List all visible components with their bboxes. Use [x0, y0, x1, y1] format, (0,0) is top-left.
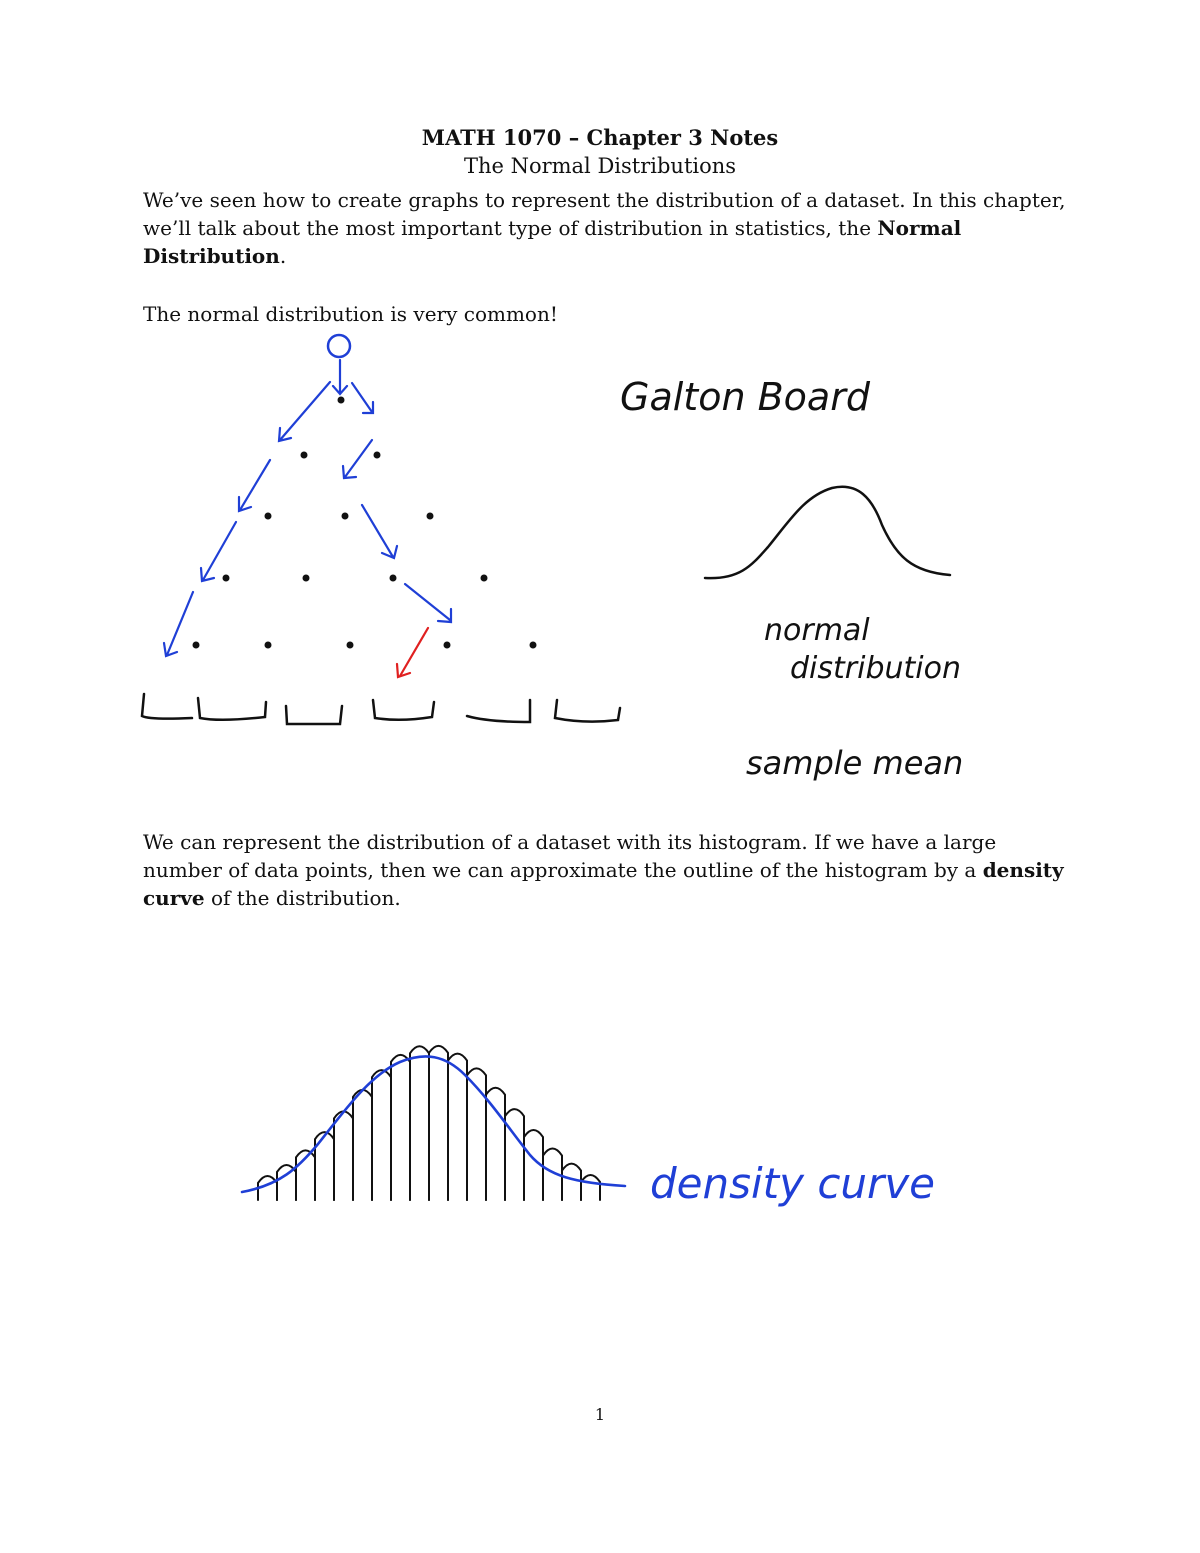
- intro-text: We’ve seen how to create graphs to represent the distribution of a dataset. In this chapter, we’ll talk about the most important type of distribution in statistics, the: [143, 188, 1066, 240]
- histogram-bar: [353, 1090, 372, 1200]
- density-curve: [242, 1056, 625, 1192]
- intro-period: .: [279, 244, 287, 268]
- histogram-bars: [258, 1046, 600, 1200]
- normal-distribution-term: Normal Distribution: [143, 216, 962, 268]
- histogram-text: We can represent the distribution of a dataset with its histogram. If we have a large number of data points, then we can approximate the outline of the histogram by a: [143, 830, 997, 882]
- sample-mean-label: sample mean: [746, 744, 964, 782]
- histogram-text-end: of the distribution.: [204, 886, 401, 910]
- histogram-bar: [372, 1070, 391, 1200]
- normal-label: normal: [764, 613, 870, 648]
- histogram-bar: [429, 1046, 448, 1200]
- distribution-label: distribution: [790, 651, 961, 686]
- document-subtitle: The Normal Distributions: [463, 154, 737, 178]
- histogram-bar: [410, 1046, 429, 1200]
- histogram-bar: [334, 1111, 353, 1200]
- page-number: 1: [594, 1405, 606, 1424]
- histogram-bar: [562, 1164, 581, 1200]
- document-title: MATH 1070 – Chapter 3 Notes: [421, 125, 779, 150]
- density-curve-term: density curve: [143, 858, 1064, 910]
- histogram-bar: [391, 1055, 410, 1200]
- galton-board-label: Galton Board: [620, 375, 870, 419]
- histogram-bar: [486, 1088, 505, 1200]
- histogram-bar: [505, 1109, 524, 1200]
- common-statement: The normal distribution is very common!: [143, 302, 558, 326]
- density-curve-label: density curve: [650, 1159, 936, 1208]
- histogram-bar: [581, 1175, 600, 1200]
